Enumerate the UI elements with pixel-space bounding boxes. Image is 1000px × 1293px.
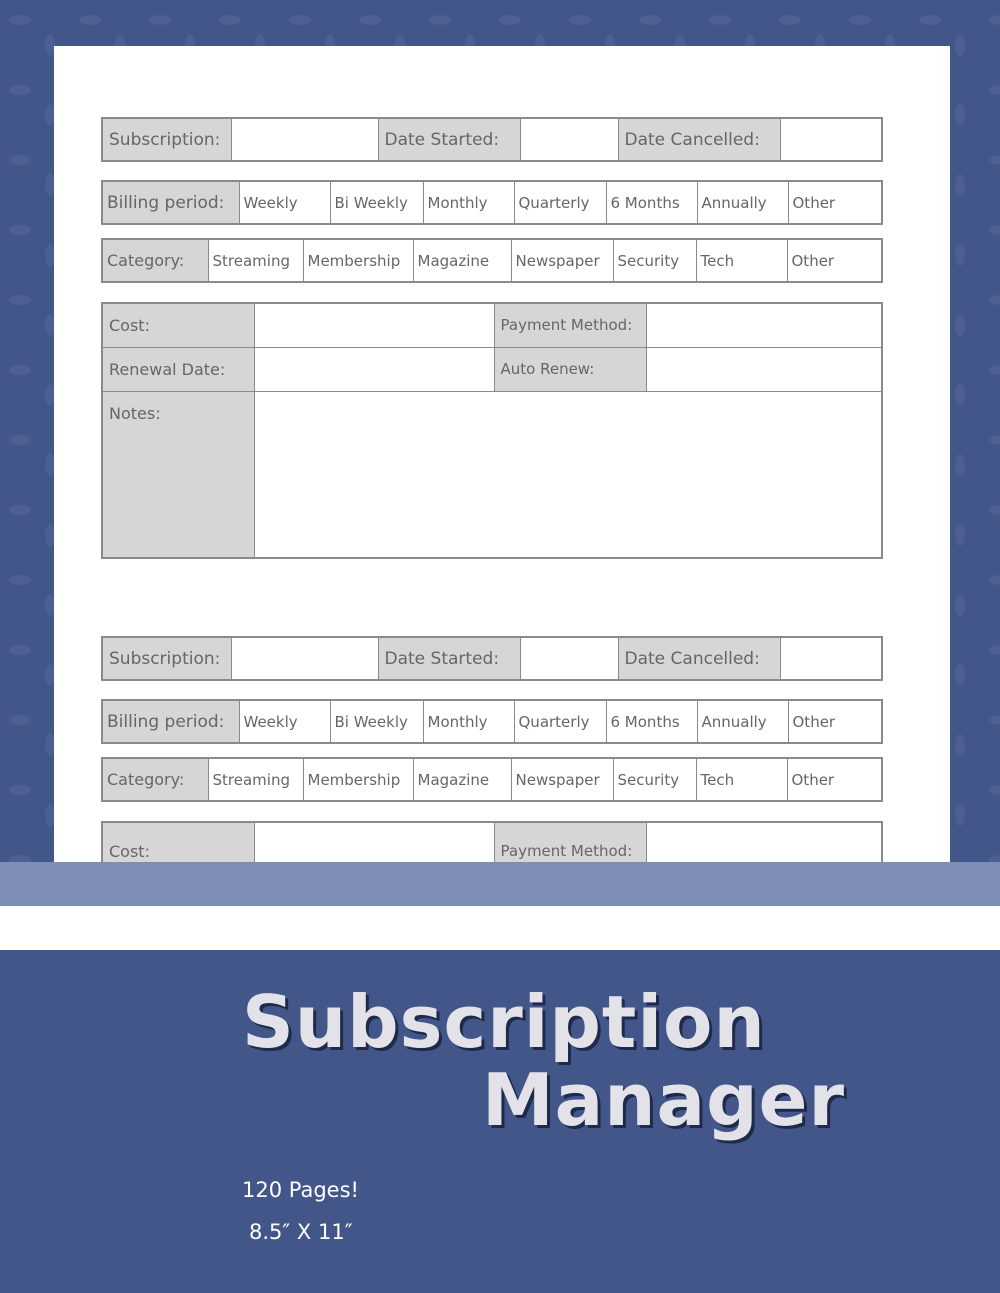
- white-band: [0, 906, 1000, 950]
- category-option: Other: [787, 758, 882, 801]
- category-row: [101, 238, 883, 283]
- billing-option: 6 Months: [606, 700, 697, 743]
- category-label: Category:: [102, 239, 208, 282]
- category-option: Streaming: [208, 239, 303, 282]
- payment-method-label: Payment Method:: [494, 822, 646, 862]
- category-option: Membership: [303, 239, 413, 282]
- details-grid: [101, 821, 883, 862]
- billing-option: Bi Weekly: [330, 181, 423, 224]
- billing-option: Weekly: [239, 181, 330, 224]
- title-line-1: Subscription: [242, 980, 766, 1064]
- billing-option: Bi Weekly: [330, 700, 423, 743]
- payment-method-field: [646, 822, 882, 862]
- renewal-date-label: Renewal Date:: [102, 347, 254, 391]
- subscription-row: [101, 636, 883, 681]
- billing-option: Annually: [697, 181, 788, 224]
- date-started-label: Date Started:: [378, 637, 520, 680]
- date-cancelled-label: Date Cancelled:: [618, 118, 780, 161]
- category-option: Streaming: [208, 758, 303, 801]
- page-size: 8.5″ X 11″: [249, 1220, 353, 1244]
- billing-option: Other: [788, 700, 882, 743]
- billing-period-label: Billing period:: [102, 181, 239, 224]
- category-row: [101, 757, 883, 802]
- billing-period-row: [101, 699, 883, 744]
- title-line-2: Manager: [482, 1058, 845, 1142]
- category-option: Magazine: [413, 758, 511, 801]
- subscription-row: [101, 117, 883, 162]
- renewal-date-field: [254, 347, 494, 391]
- category-option: Tech: [696, 758, 787, 801]
- payment-method-label: Payment Method:: [494, 303, 646, 347]
- date-started-label: Date Started:: [378, 118, 520, 161]
- category-option: Magazine: [413, 239, 511, 282]
- category-option: Membership: [303, 758, 413, 801]
- billing-option: Quarterly: [514, 181, 606, 224]
- date-started-field: [520, 118, 618, 161]
- payment-method-field: [646, 303, 882, 347]
- auto-renew-label: Auto Renew:: [494, 347, 646, 391]
- category-option: Newspaper: [511, 239, 613, 282]
- date-cancelled-field: [780, 118, 882, 161]
- category-option: Security: [613, 758, 696, 801]
- cost-label: Cost:: [102, 822, 254, 862]
- billing-option: Other: [788, 181, 882, 224]
- category-option: Other: [787, 239, 882, 282]
- billing-period-row: [101, 180, 883, 225]
- cost-field: [254, 303, 494, 347]
- category-option: Newspaper: [511, 758, 613, 801]
- subscription-field: [231, 637, 378, 680]
- billing-period-label: Billing period:: [102, 700, 239, 743]
- billing-option: Monthly: [423, 700, 514, 743]
- billing-option: 6 Months: [606, 181, 697, 224]
- page-count: 120 Pages!: [242, 1178, 359, 1202]
- subscription-label: Subscription:: [102, 118, 231, 161]
- subscription-label: Subscription:: [102, 637, 231, 680]
- cost-label: Cost:: [102, 303, 254, 347]
- billing-option: Weekly: [239, 700, 330, 743]
- auto-renew-field: [646, 347, 882, 391]
- date-started-field: [520, 637, 618, 680]
- category-option: Security: [613, 239, 696, 282]
- accent-band: [0, 862, 1000, 906]
- subscription-field: [231, 118, 378, 161]
- cost-field: [254, 822, 494, 862]
- planner-page-preview: [54, 46, 950, 862]
- details-grid: [101, 302, 883, 559]
- billing-option: Annually: [697, 700, 788, 743]
- notes-label: Notes:: [102, 391, 254, 558]
- billing-option: Monthly: [423, 181, 514, 224]
- category-label: Category:: [102, 758, 208, 801]
- billing-option: Quarterly: [514, 700, 606, 743]
- date-cancelled-field: [780, 637, 882, 680]
- date-cancelled-label: Date Cancelled:: [618, 637, 780, 680]
- notes-field: [254, 391, 882, 558]
- category-option: Tech: [696, 239, 787, 282]
